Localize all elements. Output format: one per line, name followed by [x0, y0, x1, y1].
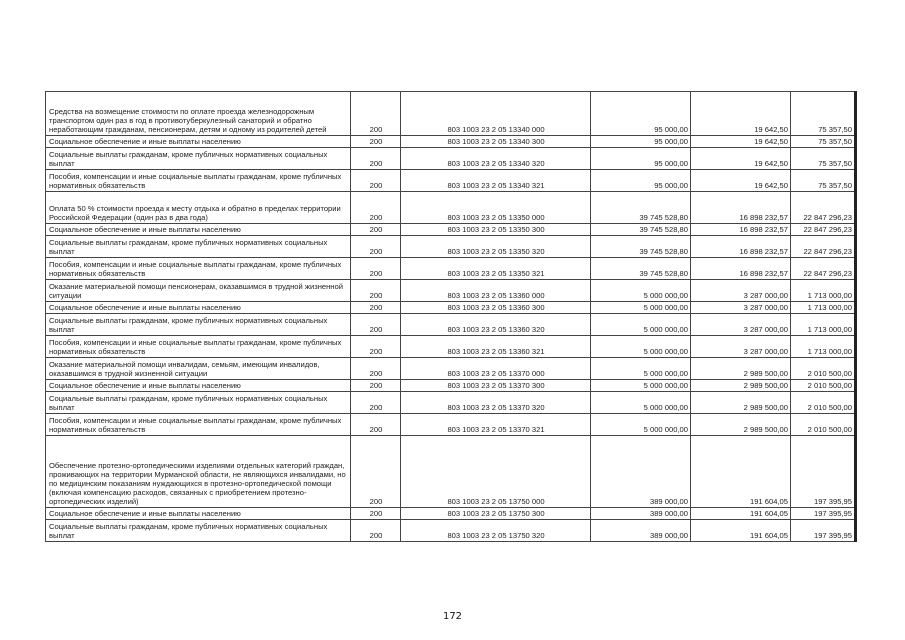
row-unexecuted-amount: 75 357,50 — [791, 92, 856, 136]
row-line-code: 200 — [351, 280, 401, 302]
row-classification-code: 803 1003 23 2 05 13370 300 — [401, 380, 591, 392]
row-line-code: 200 — [351, 336, 401, 358]
row-unexecuted-amount: 22 847 296,23 — [791, 192, 856, 224]
row-unexecuted-amount: 197 395,95 — [791, 436, 856, 508]
row-line-code: 200 — [351, 414, 401, 436]
row-unexecuted-amount: 1 713 000,00 — [791, 302, 856, 314]
row-approved-amount: 95 000,00 — [591, 136, 691, 148]
table-row — [46, 414, 856, 436]
row-unexecuted-amount: 1 713 000,00 — [791, 336, 856, 358]
row-name: Социальное обеспечение и иные выплаты населению — [46, 508, 351, 520]
page-number: 172 — [442, 611, 463, 622]
row-unexecuted-amount: 197 395,95 — [791, 520, 856, 542]
row-executed-amount: 2 989 500,00 — [691, 380, 791, 392]
table-row — [46, 136, 856, 148]
row-name: Оказание материальной помощи пенсионерам, оказавшимся в трудной жизненной ситуации — [46, 280, 351, 302]
row-name: Обеспечение протезно-ортопедическими изделиями отдельных категорий граждан, проживающих на территории Мурманской области, не являющихся инвалидами, но по медицинским показаниям нуждающихся в протезно-ортопедической помощи (включая компенсацию расходов, связанных с приобретением протезно-ортопедических изделий) — [46, 436, 351, 508]
row-executed-amount: 3 287 000,00 — [691, 280, 791, 302]
table-row — [46, 392, 856, 414]
row-unexecuted-amount: 1 713 000,00 — [791, 314, 856, 336]
row-name: Пособия, компенсации и иные социальные выплаты гражданам, кроме публичных нормативных обязательств — [46, 170, 351, 192]
row-approved-amount: 389 000,00 — [591, 508, 691, 520]
row-name: Социальные выплаты гражданам, кроме публичных нормативных социальных выплат — [46, 148, 351, 170]
row-approved-amount: 5 000 000,00 — [591, 302, 691, 314]
row-line-code: 200 — [351, 258, 401, 280]
table-row — [46, 336, 856, 358]
row-approved-amount: 39 745 528,80 — [591, 192, 691, 224]
table-row — [46, 380, 856, 392]
row-executed-amount: 19 642,50 — [691, 136, 791, 148]
row-approved-amount: 5 000 000,00 — [591, 336, 691, 358]
row-approved-amount: 39 745 528,80 — [591, 236, 691, 258]
table-row — [46, 224, 856, 236]
row-executed-amount: 16 898 232,57 — [691, 258, 791, 280]
row-approved-amount: 389 000,00 — [591, 436, 691, 508]
row-classification-code: 803 1003 23 2 05 13350 320 — [401, 236, 591, 258]
row-line-code: 200 — [351, 148, 401, 170]
row-approved-amount: 389 000,00 — [591, 520, 691, 542]
row-line-code: 200 — [351, 236, 401, 258]
row-executed-amount: 2 989 500,00 — [691, 358, 791, 380]
table-row — [46, 192, 856, 224]
row-name: Социальное обеспечение и иные выплаты населению — [46, 136, 351, 148]
row-unexecuted-amount: 2 010 500,00 — [791, 380, 856, 392]
table-row — [46, 302, 856, 314]
table-row — [46, 258, 856, 280]
table-row — [46, 170, 856, 192]
row-line-code: 200 — [351, 170, 401, 192]
row-executed-amount: 3 287 000,00 — [691, 314, 791, 336]
row-executed-amount: 191 604,05 — [691, 436, 791, 508]
row-name: Средства на возмещение стоимости по оплате проезда железнодорожным транспортом один раз в год в противотуберкулезный санаторий и обратно неработающим гражданам, пенсионерам, детям и одному из родителей детей — [46, 92, 351, 136]
row-classification-code: 803 1003 23 2 05 13370 000 — [401, 358, 591, 380]
budget-table-body — [46, 92, 856, 542]
table-row — [46, 92, 856, 136]
row-executed-amount: 16 898 232,57 — [691, 224, 791, 236]
row-approved-amount: 5 000 000,00 — [591, 380, 691, 392]
row-classification-code: 803 1003 23 2 05 13350 321 — [401, 258, 591, 280]
row-name: Пособия, компенсации и иные социальные выплаты гражданам, кроме публичных нормативных обязательств — [46, 336, 351, 358]
table-row — [46, 520, 856, 542]
row-name: Социальные выплаты гражданам, кроме публичных нормативных социальных выплат — [46, 520, 351, 542]
row-line-code: 200 — [351, 314, 401, 336]
row-classification-code: 803 1003 23 2 05 13750 320 — [401, 520, 591, 542]
budget-table — [45, 91, 857, 542]
table-row — [46, 236, 856, 258]
row-line-code: 200 — [351, 380, 401, 392]
row-approved-amount: 95 000,00 — [591, 148, 691, 170]
row-unexecuted-amount: 75 357,50 — [791, 136, 856, 148]
row-classification-code: 803 1003 23 2 05 13360 321 — [401, 336, 591, 358]
row-name: Социальные выплаты гражданам, кроме публичных нормативных социальных выплат — [46, 314, 351, 336]
row-classification-code: 803 1003 23 2 05 13750 300 — [401, 508, 591, 520]
row-line-code: 200 — [351, 224, 401, 236]
row-unexecuted-amount: 75 357,50 — [791, 170, 856, 192]
row-line-code: 200 — [351, 520, 401, 542]
row-line-code: 200 — [351, 392, 401, 414]
row-approved-amount: 39 745 528,80 — [591, 224, 691, 236]
row-approved-amount: 95 000,00 — [591, 92, 691, 136]
row-unexecuted-amount: 2 010 500,00 — [791, 414, 856, 436]
row-unexecuted-amount: 22 847 296,23 — [791, 224, 856, 236]
row-classification-code: 803 1003 23 2 05 13360 300 — [401, 302, 591, 314]
row-line-code: 200 — [351, 136, 401, 148]
row-classification-code: 803 1003 23 2 05 13360 000 — [401, 280, 591, 302]
row-executed-amount: 2 989 500,00 — [691, 414, 791, 436]
row-approved-amount: 39 745 528,80 — [591, 258, 691, 280]
row-executed-amount: 3 287 000,00 — [691, 302, 791, 314]
row-classification-code: 803 1003 23 2 05 13750 000 — [401, 436, 591, 508]
row-executed-amount: 16 898 232,57 — [691, 192, 791, 224]
row-classification-code: 803 1003 23 2 05 13340 320 — [401, 148, 591, 170]
row-unexecuted-amount: 1 713 000,00 — [791, 280, 856, 302]
row-executed-amount: 19 642,50 — [691, 92, 791, 136]
row-name: Социальные выплаты гражданам, кроме публичных нормативных социальных выплат — [46, 236, 351, 258]
row-name: Пособия, компенсации и иные социальные выплаты гражданам, кроме публичных нормативных обязательств — [46, 258, 351, 280]
row-unexecuted-amount: 22 847 296,23 — [791, 258, 856, 280]
row-line-code: 200 — [351, 192, 401, 224]
row-name: Социальные выплаты гражданам, кроме публичных нормативных социальных выплат — [46, 392, 351, 414]
row-line-code: 200 — [351, 508, 401, 520]
row-classification-code: 803 1003 23 2 05 13340 321 — [401, 170, 591, 192]
row-classification-code: 803 1003 23 2 05 13340 300 — [401, 136, 591, 148]
row-name: Оказание материальной помощи инвалидам, семьям, имеющим инвалидов, оказавшимся в трудной жизненной ситуации — [46, 358, 351, 380]
row-executed-amount: 2 989 500,00 — [691, 392, 791, 414]
row-executed-amount: 191 604,05 — [691, 520, 791, 542]
row-approved-amount: 5 000 000,00 — [591, 314, 691, 336]
row-executed-amount: 19 642,50 — [691, 170, 791, 192]
table-row — [46, 358, 856, 380]
row-unexecuted-amount: 75 357,50 — [791, 148, 856, 170]
row-executed-amount: 19 642,50 — [691, 148, 791, 170]
row-line-code: 200 — [351, 358, 401, 380]
row-classification-code: 803 1003 23 2 05 13370 320 — [401, 392, 591, 414]
row-executed-amount: 3 287 000,00 — [691, 336, 791, 358]
row-approved-amount: 5 000 000,00 — [591, 358, 691, 380]
row-name: Социальное обеспечение и иные выплаты населению — [46, 224, 351, 236]
row-executed-amount: 191 604,05 — [691, 508, 791, 520]
table-row — [46, 436, 856, 508]
row-unexecuted-amount: 22 847 296,23 — [791, 236, 856, 258]
table-row — [46, 280, 856, 302]
table-row — [46, 314, 856, 336]
row-approved-amount: 5 000 000,00 — [591, 414, 691, 436]
row-executed-amount: 16 898 232,57 — [691, 236, 791, 258]
row-unexecuted-amount: 2 010 500,00 — [791, 358, 856, 380]
row-classification-code: 803 1003 23 2 05 13350 000 — [401, 192, 591, 224]
table-row — [46, 508, 856, 520]
row-name: Пособия, компенсации и иные социальные выплаты гражданам, кроме публичных нормативных обязательств — [46, 414, 351, 436]
row-classification-code: 803 1003 23 2 05 13370 321 — [401, 414, 591, 436]
row-name: Оплата 50 % стоимости проезда к месту отдыха и обратно в пределах территории Российской Федерации (один раз в два года) — [46, 192, 351, 224]
row-name: Социальное обеспечение и иные выплаты населению — [46, 380, 351, 392]
row-name: Социальное обеспечение и иные выплаты населению — [46, 302, 351, 314]
row-line-code: 200 — [351, 92, 401, 136]
row-classification-code: 803 1003 23 2 05 13340 000 — [401, 92, 591, 136]
row-approved-amount: 5 000 000,00 — [591, 392, 691, 414]
row-classification-code: 803 1003 23 2 05 13360 320 — [401, 314, 591, 336]
row-unexecuted-amount: 2 010 500,00 — [791, 392, 856, 414]
row-unexecuted-amount: 197 395,95 — [791, 508, 856, 520]
table-row — [46, 148, 856, 170]
row-line-code: 200 — [351, 436, 401, 508]
row-line-code: 200 — [351, 302, 401, 314]
row-approved-amount: 5 000 000,00 — [591, 280, 691, 302]
row-approved-amount: 95 000,00 — [591, 170, 691, 192]
row-classification-code: 803 1003 23 2 05 13350 300 — [401, 224, 591, 236]
